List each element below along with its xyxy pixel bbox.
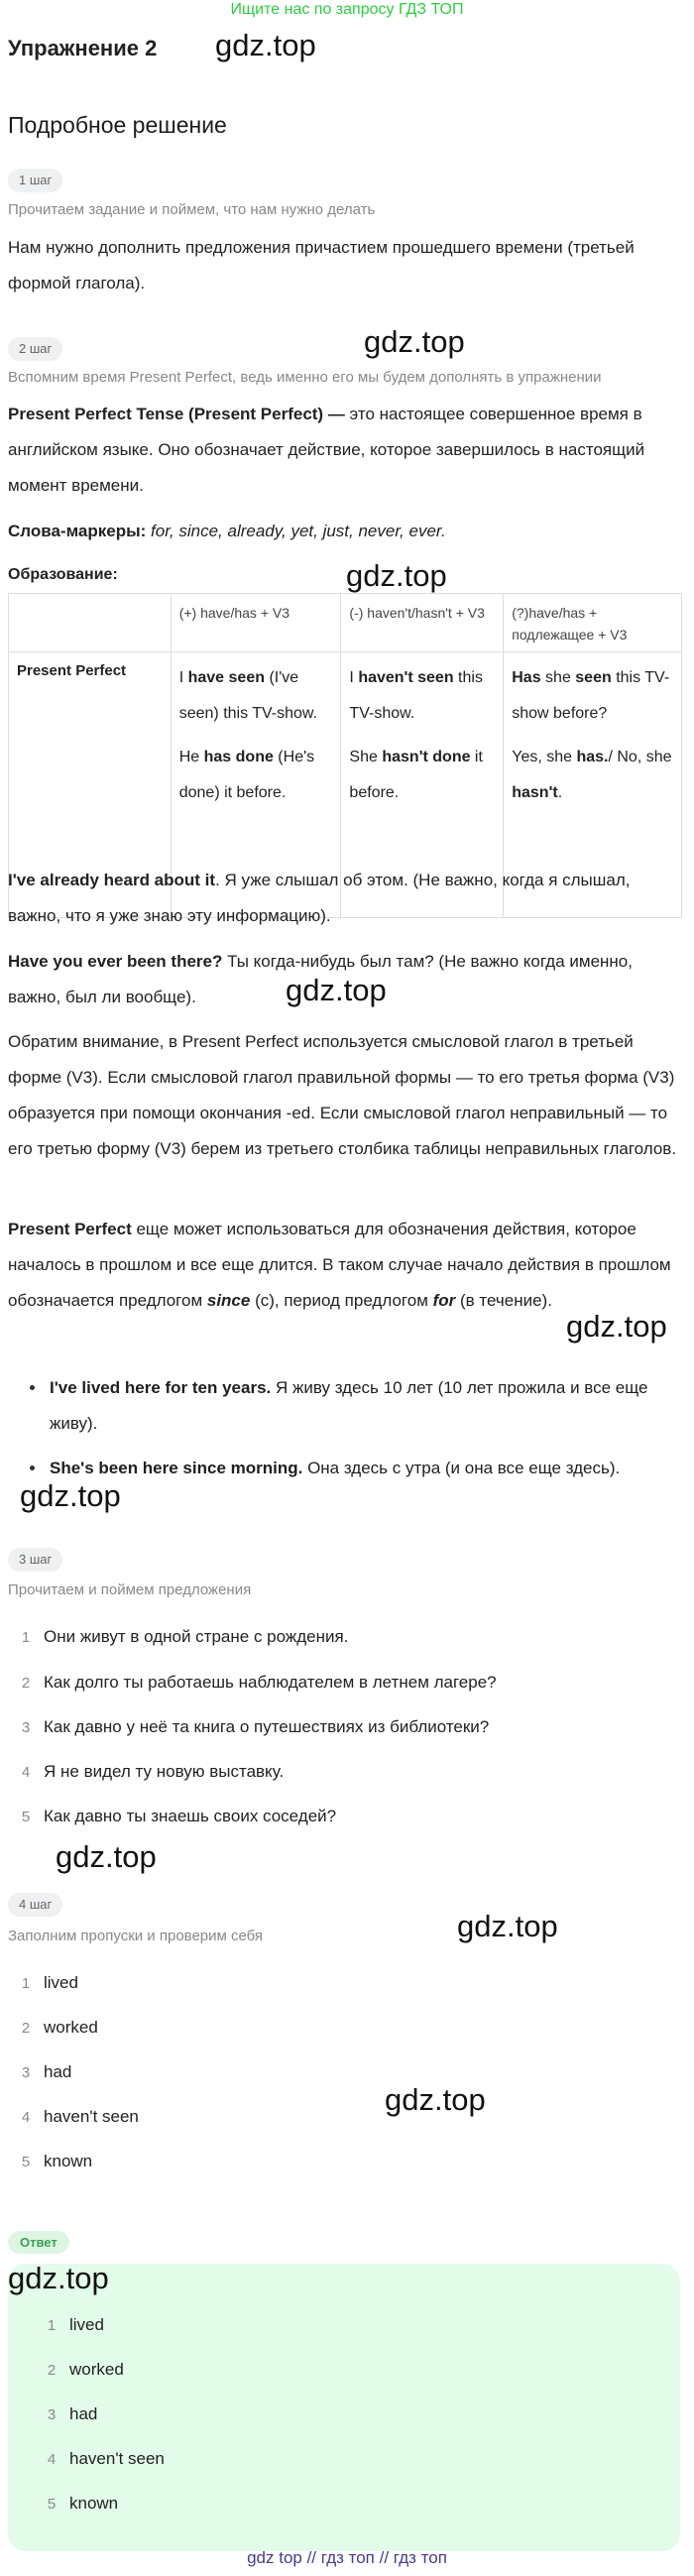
watermark: gdz.top: [215, 28, 316, 62]
text: (He's done) it before.: [178, 749, 315, 801]
list-number: 2: [21, 1675, 31, 1692]
list-text: Как давно у неё та книга о путешествиях из библиотеки?: [44, 1717, 490, 1736]
example-line: [512, 660, 673, 732]
table-header: (-) haven't/hasn't + V3: [341, 594, 504, 652]
list-item: [8, 1805, 336, 1829]
list-item: [8, 2150, 92, 2174]
text: Я живу здесь 10 лет (10 лет прожила и все еще живу).: [50, 1378, 648, 1433]
text: she: [540, 669, 576, 686]
text: hasn't done: [382, 749, 471, 765]
list-item: [8, 1625, 348, 1650]
list-item: [8, 2060, 71, 2085]
task-text: Нам нужно дополнить предложения причастием прошедшего времени (третьей формой глагола).: [8, 238, 635, 293]
text: She's been here since morning.: [50, 1459, 303, 1477]
markers-list: for, since, already, yet, just, never, ever.: [146, 522, 446, 540]
section-title: Подробное решение: [8, 112, 227, 138]
step-hint: Прочитаем и поймем предложения: [8, 1581, 252, 1598]
list-number: 2: [47, 2362, 57, 2379]
list-number: 1: [21, 1975, 31, 1992]
step-badge: 4 шаг: [8, 1893, 62, 1917]
step-badge: 2 шаг: [8, 337, 62, 361]
text: .: [557, 784, 563, 801]
list-number: 3: [21, 2064, 31, 2081]
text: this TV-show before?: [512, 669, 670, 722]
answer-item: [34, 2313, 104, 2338]
text: it before.: [349, 749, 483, 801]
example-line: [349, 660, 495, 732]
watermark: gdz.top: [364, 324, 465, 359]
text: (I've seen) this TV-show.: [178, 669, 318, 722]
list-text: worked: [44, 2018, 98, 2037]
text: hasn't: [512, 784, 558, 801]
table-header-row: [9, 594, 682, 652]
definition-paragraph: [8, 397, 682, 504]
watermark: gdz.top: [286, 973, 387, 1007]
bullet-icon: [30, 1385, 35, 1390]
step-hint: Прочитаем задание и поймем, что нам нужно делать: [8, 201, 376, 218]
table-header: (?)have/has + подлежащее + V3: [504, 594, 682, 652]
example-text: Ты когда-нибудь был там? (Не важно когда именно, важно, был ли вообще).: [8, 952, 633, 1006]
text: has done: [203, 749, 274, 765]
list-item: [8, 1671, 497, 1696]
list-number: 3: [21, 1719, 31, 1736]
text: He: [178, 749, 204, 765]
text: Has: [512, 669, 541, 686]
list-number: 3: [47, 2406, 57, 2423]
example-bold: Have you ever been there?: [8, 952, 223, 971]
list-text: known: [69, 2494, 119, 2513]
watermark: gdz.top: [457, 1909, 558, 1943]
text: I've lived here for ten years.: [50, 1378, 272, 1397]
list-item: [8, 2105, 139, 2130]
example-paragraph: [8, 944, 682, 1015]
watermark: gdz.top: [385, 2082, 486, 2117]
example-paragraph: [8, 863, 682, 934]
text: since: [206, 1291, 251, 1310]
text: for: [432, 1291, 456, 1310]
list-number: 1: [47, 2317, 57, 2334]
list-number: 4: [21, 2109, 31, 2126]
text: I: [178, 669, 188, 686]
example-text: . Я уже слышал об этом. (Не важно, когда я слышал, важно, что я уже знаю эту информацию).: [8, 871, 631, 925]
list-number: 2: [21, 2020, 31, 2037]
text: haven't seen: [358, 669, 454, 686]
list-text: had: [69, 2404, 98, 2423]
list-item: [20, 1370, 684, 1442]
list-number: 5: [21, 2154, 31, 2170]
text: have seen: [187, 669, 265, 686]
example-bold: I've already heard about it: [8, 871, 216, 889]
watermark: gdz.top: [346, 558, 447, 593]
list-text: haven't seen: [44, 2107, 139, 2126]
example-line: [179, 660, 333, 732]
text: She: [349, 749, 383, 765]
definition-term: Present Perfect Tense (Present Perfect) —: [8, 405, 345, 423]
answer-item: [34, 2492, 118, 2517]
step-hint: Заполним пропуски и проверим себя: [8, 1928, 264, 1944]
list-item: [8, 1715, 489, 1740]
text: I: [349, 669, 359, 686]
list-text: had: [44, 2062, 72, 2081]
promo-banner[interactable]: Ищите нас по запросу ГДЗ ТОП: [230, 1, 464, 18]
list-item: [8, 2016, 98, 2041]
watermark: gdz.top: [566, 1309, 667, 1344]
text: Present Perfect: [8, 1220, 132, 1238]
continuous-note: [8, 1212, 682, 1319]
list-text: haven't seen: [69, 2449, 165, 2468]
example-line: [512, 740, 673, 811]
list-text: worked: [69, 2360, 124, 2379]
list-item: [8, 1971, 78, 1996]
formation-label: Образование:: [8, 566, 118, 583]
list-number: 5: [47, 2496, 57, 2513]
text: Она здесь с утра (и она все еще здесь).: [302, 1459, 621, 1477]
bullet-icon: [30, 1465, 35, 1470]
list-number: 4: [21, 1764, 31, 1781]
list-text: Они живут в одной стране с рождения.: [44, 1627, 349, 1646]
text: еще может использоваться для обозначения действия, которое началось в прошлом и все еще длится. В таком случае начало действия в прошлом обозначается предлогом: [8, 1220, 671, 1310]
table-row-label: Present Perfect: [9, 652, 172, 918]
v3-note: Обратим внимание, в Present Perfect используется смысловой глагол в третьей форме (V3). Если смысловой глагол правильной формы — то его третья форма (V3) образуется при помощи окончания -ed. Если смысловой глагол неправильный — то его третью форму (V3) берем из третьего столбика таблицы неправильных глаголов.: [8, 1032, 677, 1158]
footer-links[interactable]: gdz top // гдз топ // гдз топ: [247, 2548, 447, 2567]
watermark: gdz.top: [20, 1478, 121, 1513]
watermark: gdz.top: [8, 2261, 109, 2295]
answer-badge: Ответ: [8, 2231, 69, 2254]
definition-text: это настоящее совершенное время в английском языке. Оно обозначает действие, которое завершилось в настоящий момент времени.: [8, 405, 645, 495]
list-text: lived: [69, 2315, 104, 2334]
answer-item: [34, 2402, 97, 2427]
list-text: Как долго ты работаешь наблюдателем в летнем лагере?: [44, 1673, 497, 1692]
table-header: (+) have/has + V3: [171, 594, 341, 652]
watermark: gdz.top: [56, 1839, 157, 1874]
list-number: 5: [21, 1809, 31, 1825]
step-badge: 3 шаг: [8, 1548, 62, 1572]
list-text: Как давно ты знаешь своих соседей?: [44, 1807, 337, 1825]
example-line: [179, 740, 333, 811]
text: this TV-show.: [349, 669, 483, 722]
list-number: 4: [47, 2451, 57, 2468]
step-hint: Вспомним время Present Perfect, ведь именно его мы будем дополнять в упражнении: [8, 369, 602, 386]
example-line: [349, 740, 495, 811]
text: / No, she: [608, 749, 672, 765]
list-text: Я не видел ту новую выставку.: [44, 1762, 285, 1781]
text: Yes, she: [512, 749, 577, 765]
answer-item: [34, 2447, 165, 2472]
text: seen: [575, 669, 612, 686]
answer-item: [34, 2358, 124, 2383]
list-number: 1: [21, 1629, 31, 1646]
text: (с), период предлогом: [250, 1291, 433, 1310]
table-cell: [9, 594, 172, 652]
markers-label: Слова-маркеры:: [8, 522, 147, 540]
list-text: lived: [44, 1973, 78, 1992]
step-badge: 1 шаг: [8, 169, 62, 192]
markers-paragraph: [8, 514, 682, 549]
list-item: [20, 1451, 684, 1486]
list-text: known: [44, 2152, 93, 2170]
text: (в течение).: [455, 1291, 552, 1310]
list-item: [8, 1760, 284, 1785]
text: has.: [576, 749, 609, 765]
exercise-title: Упражнение 2: [8, 36, 158, 60]
